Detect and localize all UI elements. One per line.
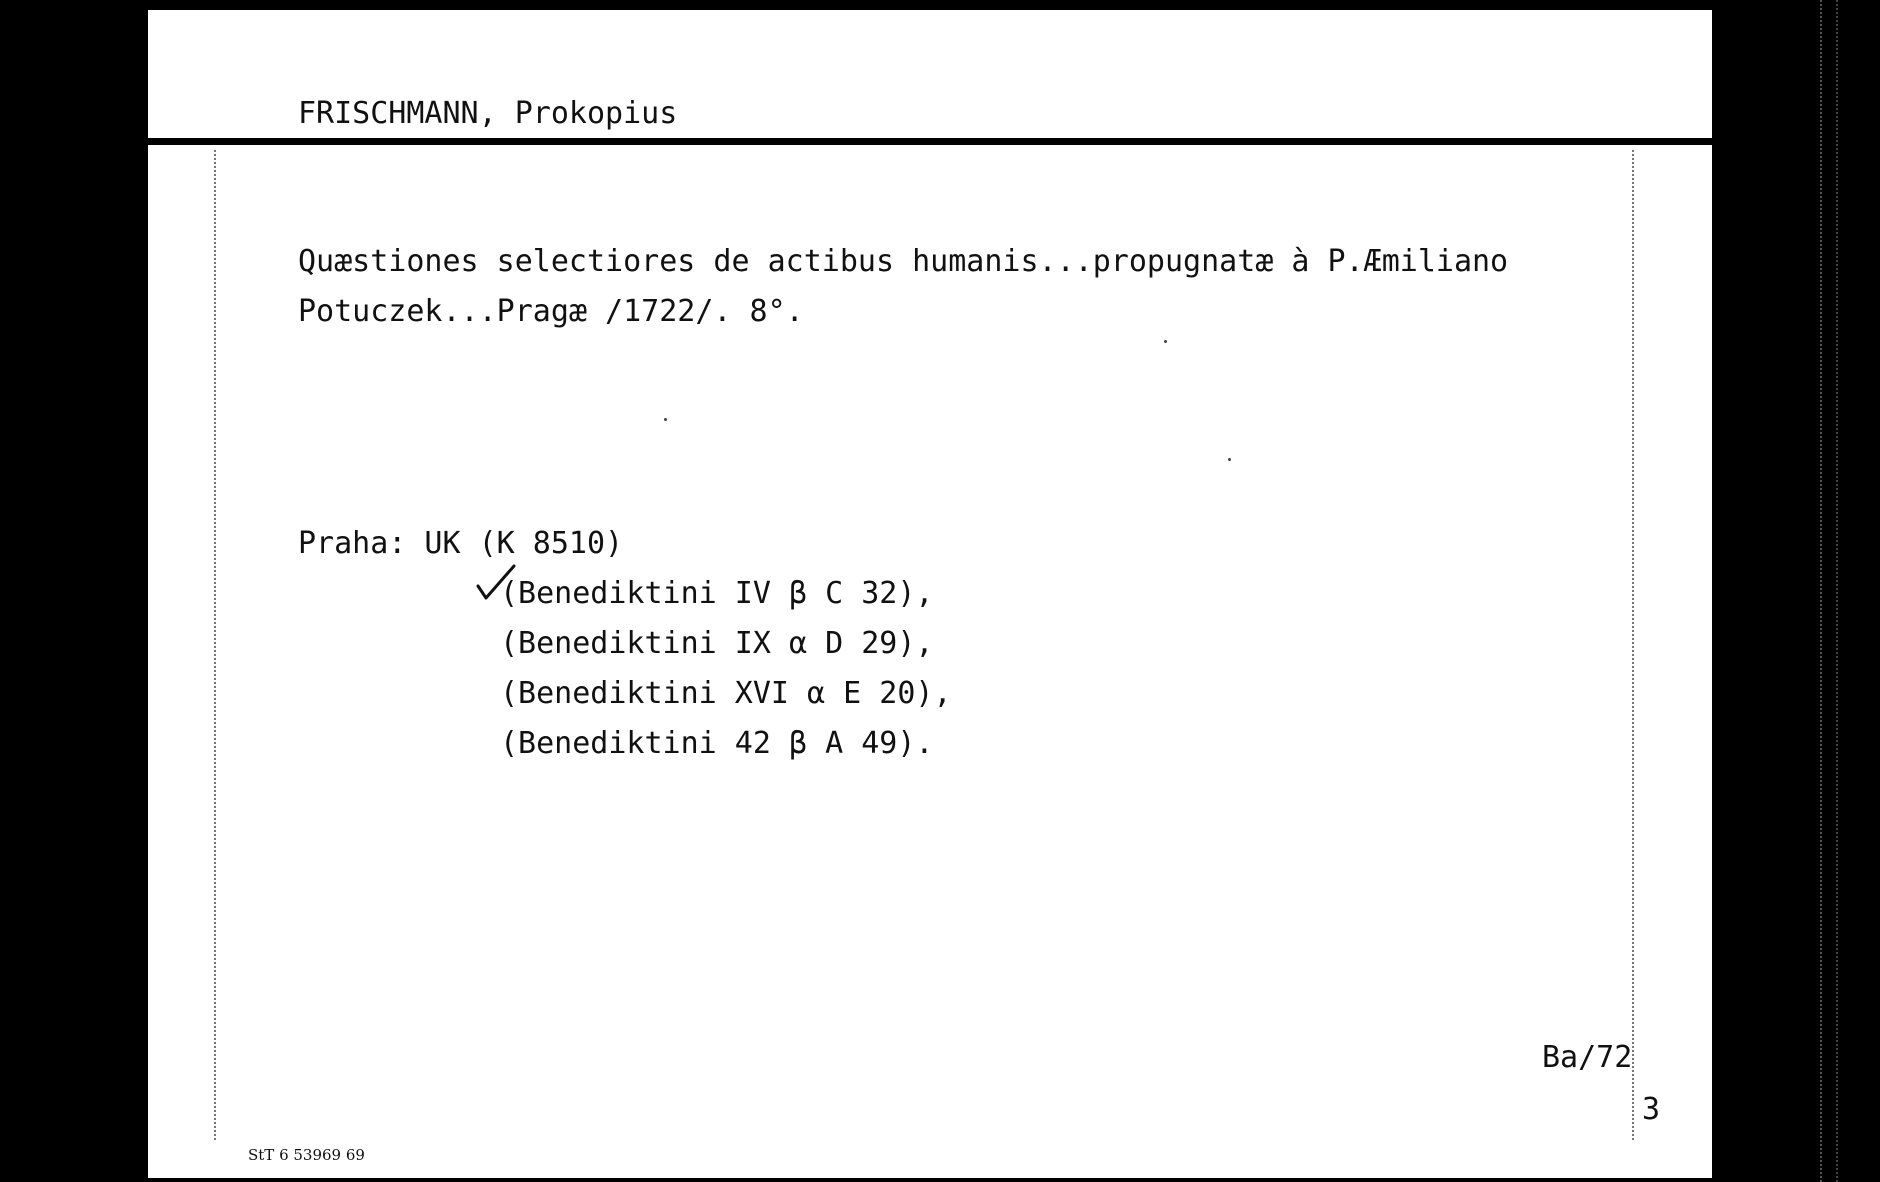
left-margin-line <box>214 150 216 1140</box>
scan-edge-dots <box>1820 0 1826 1182</box>
holding-item: (Benediktini XVI α E 20), <box>500 676 952 711</box>
speck <box>1164 340 1167 343</box>
scan-edge-dots <box>1836 0 1842 1182</box>
holding-item: (Benediktini 42 β A 49). <box>500 726 934 761</box>
title-line-1: Quæstiones selectiores de actibus humanis...propugnatæ à P.Æmiliano <box>298 244 1509 279</box>
holding-item: (Benediktini IV β C 32), <box>500 576 934 611</box>
holding-item: (Benediktini IX α D 29), <box>500 626 934 661</box>
speck <box>1228 458 1231 461</box>
speck <box>664 418 667 421</box>
author-heading: FRISCHMANN, Prokopius <box>298 96 678 131</box>
reference-code: Ba/72 <box>1542 1040 1633 1075</box>
location-line: Praha: UK (K 8510) <box>298 526 624 561</box>
right-margin-line <box>1632 150 1634 1140</box>
heading-rule <box>148 138 1712 145</box>
title-line-2: Potuczek...Pragæ /1722/. 8°. <box>298 294 804 329</box>
catalog-card <box>148 10 1712 1178</box>
page-number: 3 <box>1642 1092 1661 1127</box>
print-code: StT 6 53969 69 <box>248 1146 365 1164</box>
